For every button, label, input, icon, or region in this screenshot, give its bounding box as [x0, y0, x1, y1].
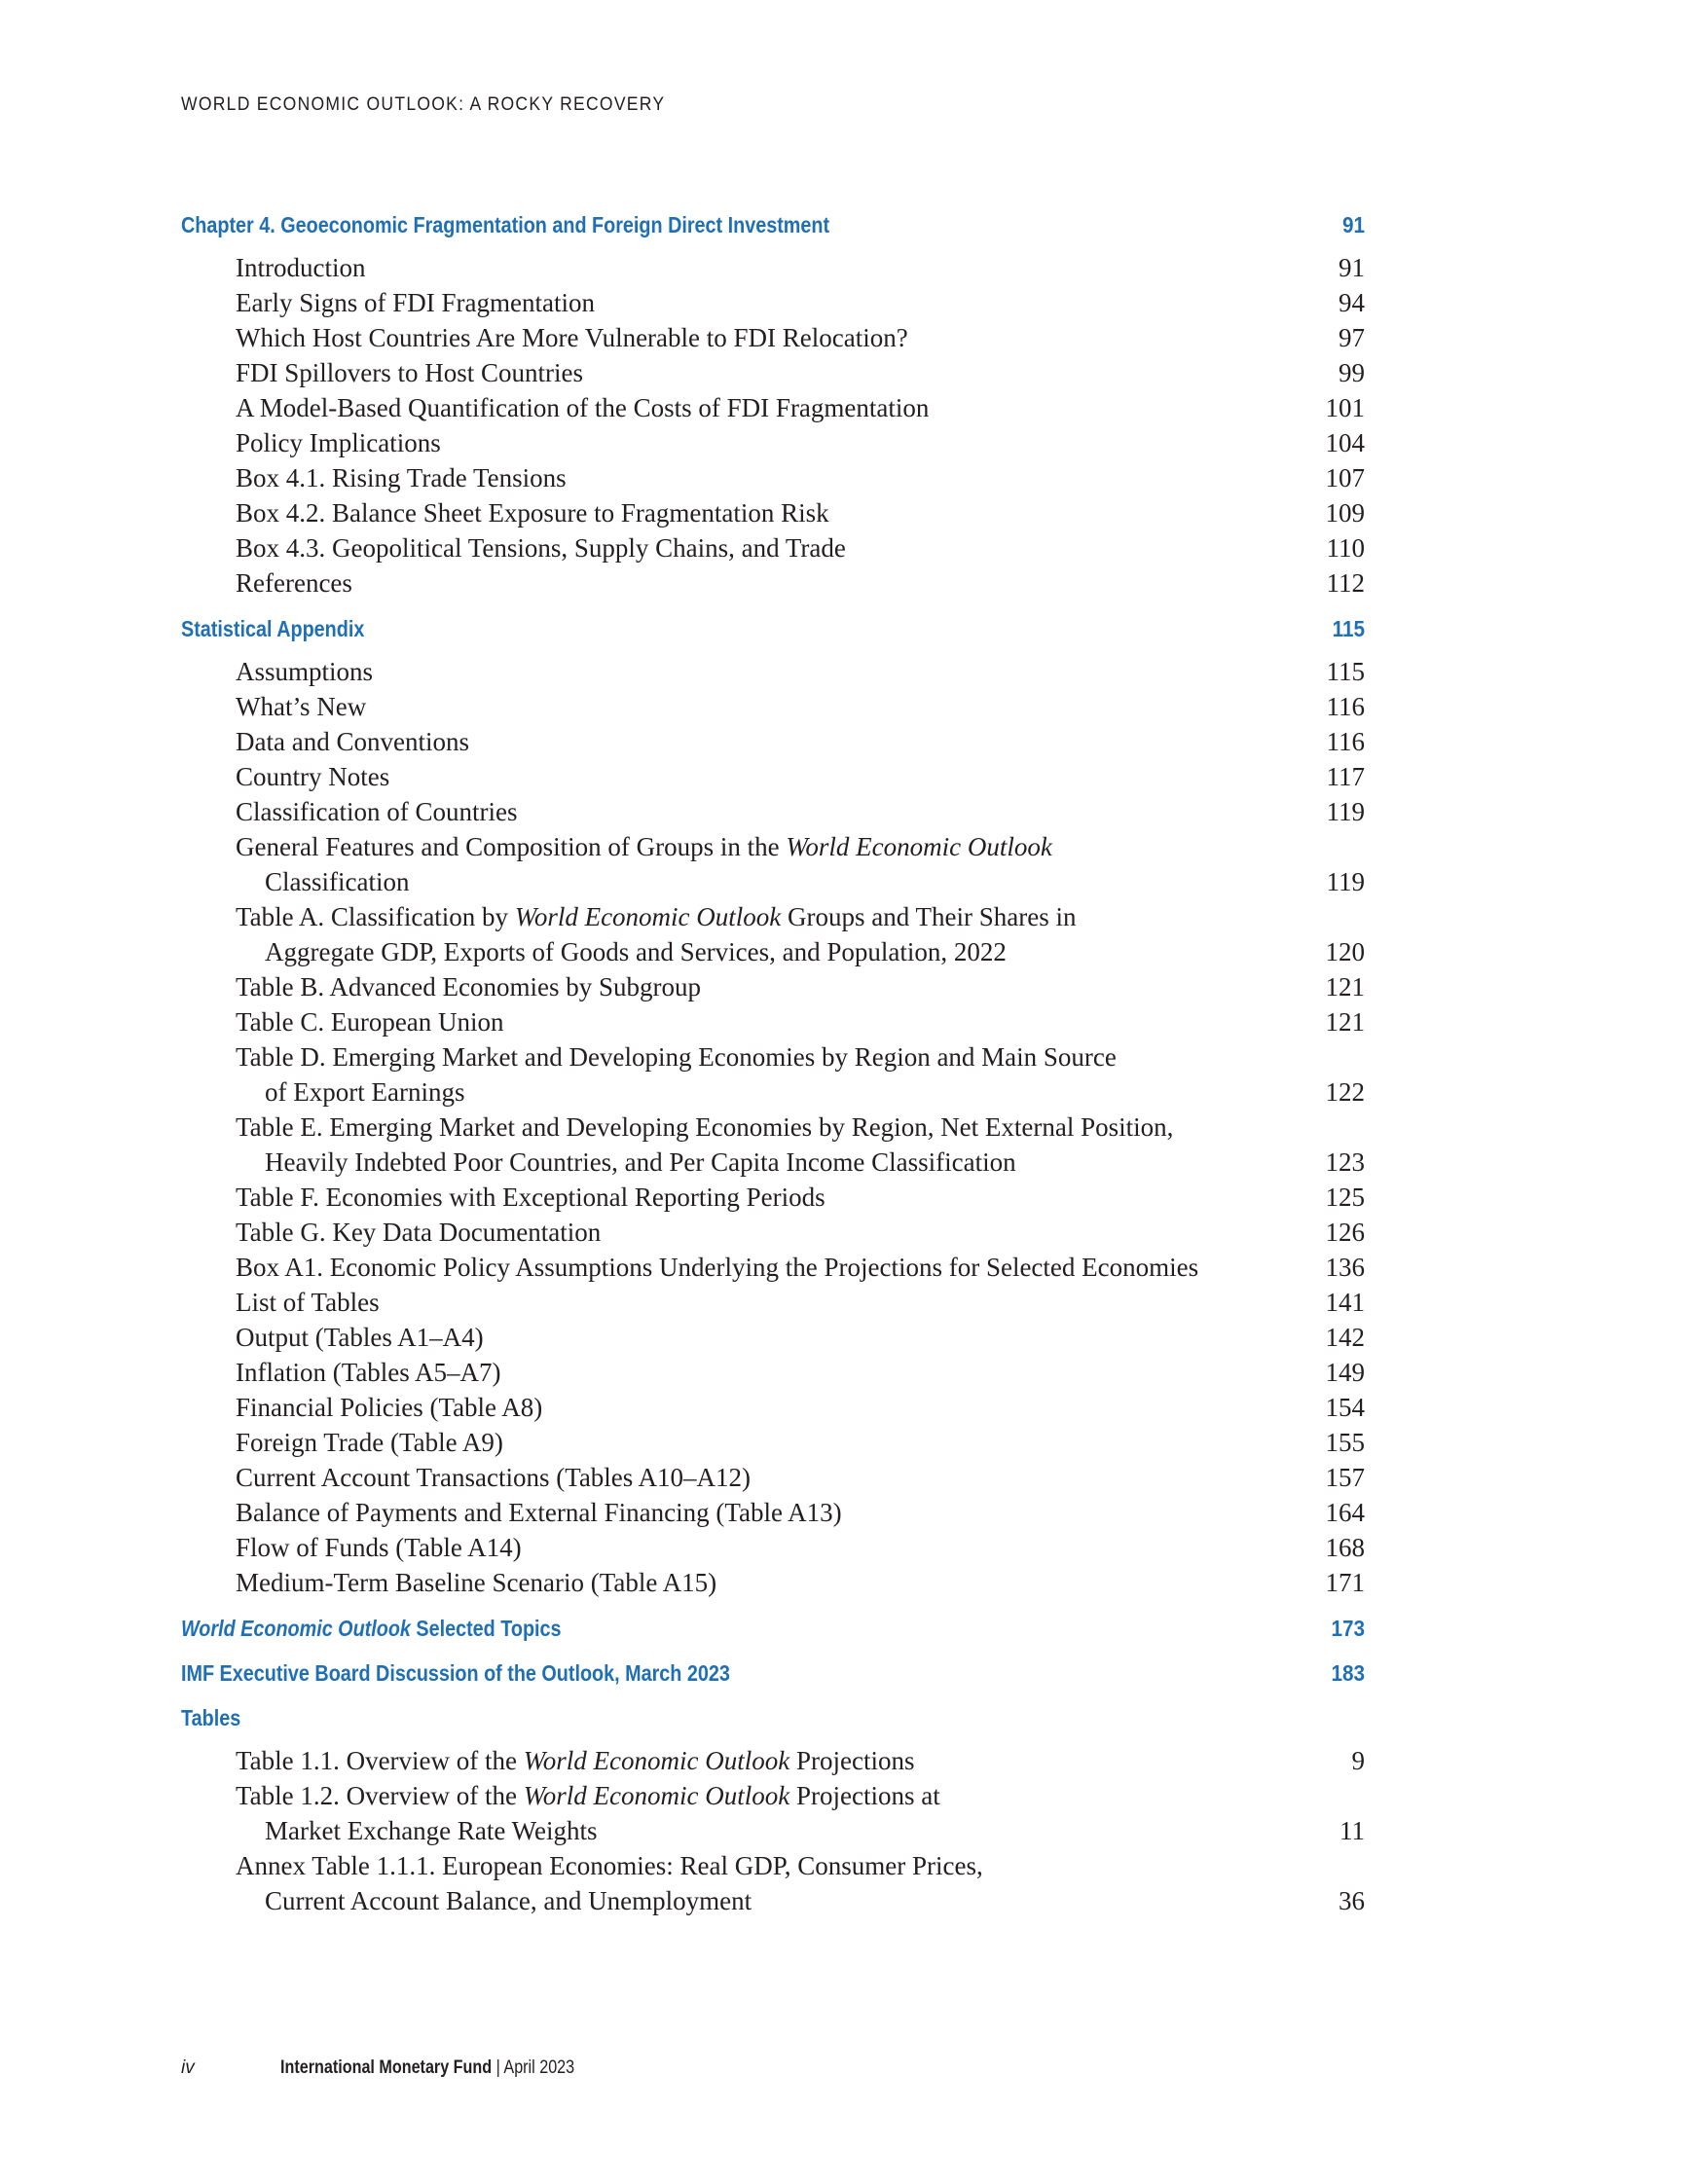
toc-entry[interactable] — [181, 1565, 1365, 1600]
toc-page-number: 155 — [1325, 1428, 1365, 1457]
toc-page-number: 183 — [1331, 1660, 1365, 1686]
toc-page-number: 94 — [1339, 288, 1365, 317]
toc-entry-annex-table-1-1-1[interactable] — [181, 1848, 1365, 1918]
toc-page-number: 120 — [1325, 937, 1365, 966]
toc-entry[interactable] — [181, 285, 1365, 320]
entry-text: Balance of Payments and External Financing (Table A13) — [236, 1498, 842, 1527]
toc-page-number: 123 — [1325, 1147, 1365, 1177]
toc-heading-board-discussion[interactable] — [181, 1656, 1365, 1690]
page-folio: iv — [181, 2057, 195, 2078]
toc-page-number: 168 — [1325, 1533, 1365, 1562]
entry-text-line2: Heavily Indebted Poor Countries, and Per Capita Income Classification — [265, 1147, 1016, 1177]
toc-entry[interactable] — [181, 1215, 1365, 1250]
entry-text: Classification of Countries — [236, 797, 518, 826]
entry-text: Table C. European Union — [236, 1007, 504, 1037]
entry-text: Introduction — [236, 253, 366, 282]
toc-page-number: 149 — [1325, 1358, 1365, 1387]
toc-page-number: 11 — [1339, 1816, 1365, 1845]
toc-entry-table-d[interactable] — [181, 1039, 1365, 1110]
toc-page-number: 116 — [1326, 692, 1365, 721]
entry-italic: World Economic Outlook — [523, 1781, 790, 1810]
entry-text: Annex Table 1.1.1. European Economies: Real GDP, Consumer Prices, — [236, 1851, 983, 1880]
publication-line — [280, 2057, 574, 2079]
toc-page-number: 122 — [1325, 1077, 1365, 1107]
entry-text-line2: Classification — [265, 867, 410, 896]
entry-text: Current Account Transactions (Tables A10–A12) — [236, 1463, 752, 1492]
toc-entry[interactable] — [181, 689, 1365, 724]
toc-heading-italic: World Economic Outlook — [181, 1616, 411, 1641]
publication-date: April 2023 — [503, 2057, 575, 2078]
entry-text: Table F. Economies with Exceptional Reporting Periods — [236, 1183, 826, 1212]
entry-text: Table E. Emerging Market and Developing Economies by Region, Net External Position, — [236, 1112, 1174, 1142]
toc-entry[interactable] — [181, 759, 1365, 794]
toc-entry[interactable] — [181, 1320, 1365, 1355]
toc-page-number: 126 — [1325, 1218, 1365, 1247]
toc-entry-table-1-1[interactable] — [181, 1743, 1365, 1778]
toc-page-number: 97 — [1339, 323, 1365, 352]
chapter4-entries — [181, 250, 1365, 601]
toc-page-number: 121 — [1325, 972, 1365, 1001]
toc-page-number: 91 — [1339, 253, 1365, 282]
toc-page-number: 91 — [1341, 212, 1365, 237]
toc-page-number: 136 — [1325, 1253, 1365, 1282]
toc-entry-table-c[interactable] — [181, 1004, 1365, 1039]
entry-text: Flow of Funds (Table A14) — [236, 1533, 522, 1562]
toc-page-number: 119 — [1326, 867, 1365, 896]
entry-text: References — [236, 568, 352, 598]
entry-italic: World Economic Outlook — [786, 832, 1052, 861]
toc-entry[interactable] — [181, 1355, 1365, 1390]
toc-entry[interactable] — [181, 1250, 1365, 1285]
toc-entry[interactable] — [181, 355, 1365, 390]
toc-heading-tables — [181, 1701, 1365, 1734]
toc-entry[interactable] — [181, 1285, 1365, 1320]
toc-entry-general-features[interactable] — [181, 829, 1365, 899]
table-of-contents — [181, 208, 1365, 1918]
toc-page-number: 173 — [1331, 1616, 1365, 1641]
toc-entry[interactable] — [181, 425, 1365, 460]
entry-text: Country Notes — [236, 762, 390, 791]
toc-heading-title: IMF Executive Board Discussion of the Outlook, March 2023 — [181, 1660, 730, 1686]
toc-page-number: 104 — [1325, 428, 1365, 457]
running-head: WORLD ECONOMIC OUTLOOK: A ROCKY RECOVERY — [181, 93, 666, 115]
toc-heading-statistical-appendix[interactable] — [181, 612, 1365, 645]
toc-entry[interactable] — [181, 1530, 1365, 1565]
entry-text: Box A1. Economic Policy Assumptions Underlying the Projections for Selected Economies — [236, 1253, 1199, 1282]
toc-page-number: 171 — [1325, 1568, 1365, 1597]
entry-text: What’s New — [236, 692, 367, 721]
entry-text: Table 1.1. Overview of the — [236, 1746, 524, 1775]
entry-text: Table G. Key Data Documentation — [236, 1218, 602, 1247]
entry-text: Inflation (Tables A5–A7) — [236, 1358, 501, 1387]
toc-entry[interactable] — [181, 565, 1365, 601]
entry-text: Table A. Classification by — [236, 902, 515, 931]
toc-page-number: 121 — [1325, 1007, 1365, 1037]
toc-entry[interactable] — [181, 1425, 1365, 1460]
toc-page-number: 109 — [1325, 498, 1365, 528]
toc-page-number: 119 — [1326, 797, 1365, 826]
toc-entry[interactable] — [181, 390, 1365, 425]
toc-page-number: 101 — [1325, 393, 1365, 422]
publisher-name: International Monetary Fund — [280, 2057, 493, 2078]
footer-separator: | — [492, 2057, 504, 2078]
entry-text: List of Tables — [236, 1288, 380, 1317]
entry-text: Medium-Term Baseline Scenario (Table A15) — [236, 1568, 717, 1597]
entry-italic: World Economic Outlook — [514, 902, 782, 931]
toc-entry-table-e[interactable] — [181, 1110, 1365, 1180]
toc-entry[interactable] — [181, 1495, 1365, 1530]
toc-entry[interactable] — [181, 530, 1365, 565]
entry-text: Box 4.2. Balance Sheet Exposure to Fragmentation Risk — [236, 498, 829, 528]
toc-heading-title: Tables — [181, 1705, 241, 1730]
entry-text: Projections — [789, 1746, 915, 1775]
entry-text: Table B. Advanced Economies by Subgroup — [236, 972, 702, 1001]
toc-page-number: 115 — [1326, 657, 1365, 686]
entry-text: Early Signs of FDI Fragmentation — [236, 288, 595, 317]
entry-text-line2: of Export Earnings — [265, 1077, 465, 1107]
entry-text: Groups and Their Shares in — [781, 902, 1077, 931]
entry-text: Policy Implications — [236, 428, 441, 457]
toc-page-number: 116 — [1326, 727, 1365, 756]
entry-text: A Model-Based Quantification of the Costs of FDI Fragmentation — [236, 393, 930, 422]
toc-entry[interactable] — [181, 794, 1365, 829]
toc-page-number: 142 — [1325, 1323, 1365, 1352]
toc-entry[interactable] — [181, 724, 1365, 759]
entry-text: Financial Policies (Table A8) — [236, 1393, 543, 1422]
toc-entry[interactable] — [181, 460, 1365, 495]
toc-page-number: 141 — [1325, 1288, 1365, 1317]
entry-text: Table D. Emerging Market and Developing Economies by Region and Main Source — [236, 1042, 1117, 1072]
toc-heading-chapter4[interactable] — [181, 208, 1365, 241]
toc-entry[interactable] — [181, 320, 1365, 355]
toc-entry-table-1-2[interactable] — [181, 1778, 1365, 1848]
toc-entry[interactable] — [181, 1460, 1365, 1495]
appendix-entries-b — [181, 1180, 1365, 1600]
entry-text: Assumptions — [236, 657, 374, 686]
toc-entry[interactable] — [181, 1180, 1365, 1215]
entry-text: Box 4.1. Rising Trade Tensions — [236, 463, 567, 492]
entry-text-line2: Aggregate GDP, Exports of Goods and Services, and Population, 2022 — [265, 937, 1007, 966]
toc-entry[interactable] — [181, 654, 1365, 689]
entry-text-line2: Current Account Balance, and Unemployment — [265, 1886, 752, 1915]
entry-text-line2: Market Exchange Rate Weights — [265, 1816, 598, 1845]
toc-page-number: 125 — [1325, 1183, 1365, 1212]
toc-page-number: 112 — [1326, 568, 1365, 598]
toc-page-number: 107 — [1325, 463, 1365, 492]
toc-entry[interactable] — [181, 1390, 1365, 1425]
toc-page-number: 36 — [1339, 1886, 1365, 1915]
appendix-entries-a — [181, 654, 1365, 829]
toc-entry[interactable] — [181, 250, 1365, 285]
entry-italic: World Economic Outlook — [523, 1746, 790, 1775]
entry-text: Which Host Countries Are More Vulnerable to FDI Relocation? — [236, 323, 908, 352]
toc-page-number: 110 — [1326, 533, 1365, 563]
toc-page-number: 164 — [1325, 1498, 1365, 1527]
entry-text: Box 4.3. Geopolitical Tensions, Supply Chains, and Trade — [236, 533, 846, 563]
toc-heading-title: Statistical Appendix — [181, 616, 365, 641]
toc-page-number: 117 — [1326, 762, 1365, 791]
toc-heading-selected-topics[interactable] — [181, 1612, 1365, 1645]
toc-page-number: 99 — [1339, 358, 1365, 387]
toc-page-number: 157 — [1325, 1463, 1365, 1492]
entry-text: Output (Tables A1–A4) — [236, 1323, 484, 1352]
entry-text: Data and Conventions — [236, 727, 469, 756]
entry-text: FDI Spillovers to Host Countries — [236, 358, 584, 387]
toc-page-number: 115 — [1332, 616, 1365, 641]
entry-text: Table 1.2. Overview of the — [236, 1781, 524, 1810]
toc-heading-title: Selected Topics — [410, 1616, 562, 1641]
entry-text: General Features and Composition of Groups in the — [236, 832, 787, 861]
toc-entry[interactable] — [181, 495, 1365, 530]
toc-page-number: 9 — [1351, 1746, 1365, 1775]
toc-entry-table-a[interactable] — [181, 899, 1365, 969]
toc-page-number: 154 — [1325, 1393, 1365, 1422]
entry-text: Foreign Trade (Table A9) — [236, 1428, 503, 1457]
entry-text: Projections at — [789, 1781, 940, 1810]
toc-entry-table-b[interactable] — [181, 969, 1365, 1004]
toc-heading-title: Chapter 4. Geoeconomic Fragmentation and Foreign Direct Investment — [181, 212, 830, 237]
